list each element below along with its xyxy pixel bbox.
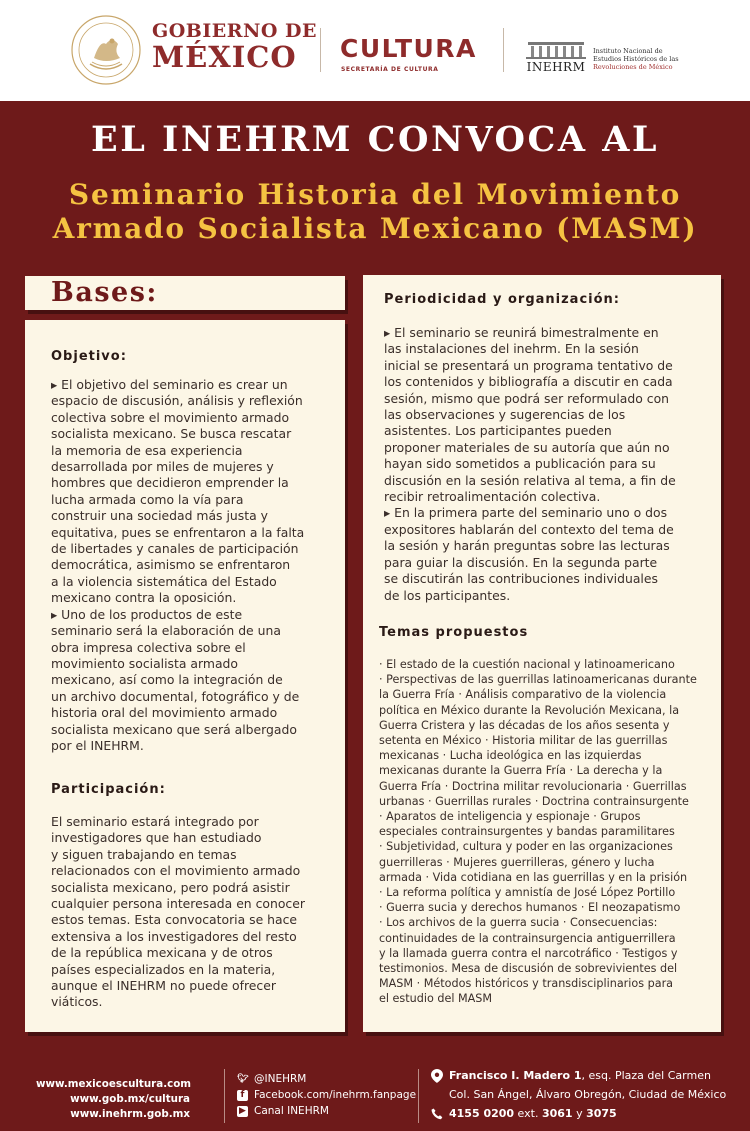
text-line: obra impresa colectiva sobre el (51, 639, 246, 655)
text-line: mexicano contra la oposición. (51, 590, 237, 606)
gobierno-line2: MÉXICO (152, 40, 297, 74)
text-line: democrática, asimismo se enfrentaron (51, 557, 291, 573)
inehrm-logo (524, 40, 588, 74)
text-line: Guerra Fría · Doctrina militar revolucionaria · Guerrillas (379, 779, 687, 793)
text-line: colectiva sobre el movimiento armado (51, 409, 290, 425)
text-line: movimiento socialista armado (51, 655, 238, 671)
phone-ext: 3061 (541, 1107, 573, 1120)
gobierno-line1: GOBIERNO DE (152, 20, 317, 42)
text-line: Guerra Cristera y las décadas de los años sesenta y (379, 718, 670, 732)
phone-ext-label: ext. (514, 1107, 542, 1120)
text-line: discusión en la sesión relativa al tema, a fin de (384, 472, 676, 488)
text-line: la memoria de esa experiencia (51, 442, 243, 458)
phone-icon (431, 1108, 443, 1120)
text-line: historia oral del movimiento armado (51, 705, 278, 721)
periodicidad-text (384, 325, 676, 604)
phone-number[interactable] (449, 1104, 617, 1123)
page-title: EL INEHRM CONVOCA AL (91, 119, 659, 160)
text-line: de los participantes. (384, 587, 511, 603)
text-line: proponer materiales de su autoría que aún no (384, 439, 670, 455)
gobierno-logo (152, 22, 317, 72)
text-line: · La reforma política y amnistía de José López Portillo (379, 886, 676, 900)
mexican-seal-icon (70, 14, 142, 86)
text-line: el estudio del MASM (379, 992, 493, 1006)
youtube-channel: Canal INEHRM (254, 1105, 329, 1117)
text-line: mexicanas · Lucha ideológica en las izquierdas (379, 749, 642, 763)
seminar-title (0, 178, 750, 246)
text-line: la Guerra Fría · Análisis comparativo de la violencia (379, 688, 667, 702)
right-panel (363, 275, 721, 1032)
text-line: · Subjetividad, cultura y poder en las organizaciones (379, 840, 673, 854)
text-line: las observaciones y sugerencias de los (384, 407, 626, 423)
inehrm-line: Instituto Nacional de (593, 47, 663, 55)
twitter-row[interactable] (237, 1071, 416, 1087)
header-divider (320, 28, 321, 72)
text-line: socialista mexicano, pero podrá asistir (51, 879, 290, 895)
text-line: por el INEHRM. (51, 737, 144, 753)
participacion-text (51, 814, 305, 1011)
inehrm-line: Revoluciones de México (593, 63, 673, 71)
text-line: aunque el INEHRM no puede ofrecer (51, 978, 276, 994)
text-line: ▸ Uno de los productos de este (51, 606, 243, 622)
text-line: de libertades y canales de participación (51, 541, 299, 557)
text-line: expositores hablarán del contexto del tema de (384, 521, 674, 537)
website-link[interactable]: www.gob.mx/cultura (70, 1093, 190, 1105)
text-line: hayan sido sometidos a publicación para su (384, 456, 656, 472)
text-line: ▸ El seminario se reunirá bimestralmente en (384, 325, 659, 340)
text-line: mexicano, así como la integración de (51, 672, 283, 688)
website-link[interactable]: www.inehrm.gob.mx (70, 1108, 190, 1120)
facebook-link: Facebook.com/inehrm.fanpage (254, 1089, 417, 1101)
text-line: · Guerra sucia y derechos humanos · El neozapatismo (379, 901, 681, 915)
text-line: setenta en México · Historia militar de las guerrillas (379, 734, 668, 748)
text-line: · El estado de la cuestión nacional y latinoamericano (379, 658, 675, 671)
text-line: cualquier persona interesada en conocer (51, 896, 305, 912)
footer-websites (36, 1077, 190, 1122)
text-line: espacio de discusión, análisis y reflexión (51, 393, 303, 409)
text-line: socialista mexicano. Se busca rescatar (51, 426, 292, 442)
map-pin-icon (431, 1069, 443, 1083)
inehrm-wordmark: INEHRM (526, 60, 586, 74)
text-line: continuidades de la contrainsurgencia antiguerrillera (379, 931, 676, 945)
text-line: inicial se presentará un programa tentativo de (384, 357, 673, 373)
text-line: asistentes. Los participantes pueden (384, 423, 612, 439)
seminar-title-line: Seminario Historia del Movimiento (68, 178, 682, 211)
facebook-icon: f (237, 1090, 248, 1101)
text-line: testimonios. Mesa de discusión de sobrevivientes del (379, 962, 678, 976)
text-line: equitativa, pues se enfrentaron a la falta (51, 524, 305, 540)
phone-ext: 3075 (586, 1107, 617, 1120)
phone-y: y (572, 1107, 587, 1120)
text-line: política en México durante la Revolución Mexicana, la (379, 703, 680, 717)
periodicidad-heading: Periodicidad y organización: (384, 292, 620, 307)
text-line: extensiva a los investigadores del resto (51, 928, 297, 944)
text-line: desarrollada por miles de mujeres y (51, 459, 274, 475)
text-line: sesión, mismo que podrá ser reformulado con (384, 390, 670, 406)
building-icon (524, 40, 588, 60)
text-line: armada · Vida cotidiana en las guerrillas y en la prisión (379, 870, 688, 884)
temas-heading: Temas propuestos (379, 625, 529, 640)
text-line: ▸ En la primera parte del seminario uno o dos (384, 505, 668, 521)
header-bar (0, 0, 750, 101)
text-line: viáticos. (51, 994, 103, 1010)
seminar-title-line: Armado Socialista Mexicano (MASM) (52, 212, 698, 245)
text-line: guerrilleras · Mujeres guerrilleras, género y lucha (379, 855, 655, 869)
address-colonia: Col. San Ángel, Álvaro Obregón, Ciudad de México (449, 1088, 727, 1101)
header-divider (503, 28, 504, 72)
inehrm-line: Estudios Históricos de las (593, 55, 679, 63)
left-panel (25, 320, 345, 1032)
text-line: El seminario estará integrado por (51, 814, 259, 829)
address-cross-street: , esq. Plaza del Carmen (581, 1069, 711, 1082)
text-line: especiales contrainsurgentes y bandas paramilitares (379, 825, 675, 839)
inehrm-fullname (593, 47, 679, 71)
objetivo-text (51, 377, 304, 754)
text-line: ▸ El objetivo del seminario es crear un (51, 377, 288, 392)
facebook-row[interactable] (237, 1087, 416, 1103)
text-line: a la violencia sistemática del Estado (51, 573, 277, 589)
text-line: seminario será la elaboración de una (51, 623, 281, 639)
text-line: países especializados en la materia, (51, 961, 276, 977)
website-link[interactable]: www.mexicoescultura.com (36, 1078, 192, 1090)
youtube-icon: ▶ (237, 1106, 248, 1117)
text-line: y siguen trabajando en temas (51, 846, 237, 862)
text-line: urbanas · Guerrillas rurales · Doctrina contrainsurgente (379, 794, 689, 808)
temas-text (379, 657, 697, 1007)
youtube-row[interactable] (237, 1103, 416, 1119)
text-line: investigadores que han estudiado (51, 830, 262, 846)
footer-address (431, 1066, 726, 1123)
text-line: para guiar la discusión. En la segunda parte (384, 554, 658, 570)
text-line: · Aparatos de inteligencia y espionaje · Grupos (379, 810, 641, 824)
text-line: relacionados con el movimiento armado (51, 863, 301, 879)
cultura-subtitle: SECRETARÍA DE CULTURA (341, 66, 439, 73)
footer-social (237, 1071, 416, 1119)
text-line: un archivo documental, fotográfico y de (51, 688, 300, 704)
footer-divider (224, 1069, 225, 1123)
text-line: · Perspectivas de las guerrillas latinoamericanas durante (379, 673, 697, 687)
text-line: se discutirán las contribuciones individuales (384, 571, 658, 587)
participacion-heading: Participación: (51, 782, 166, 797)
phone-main: 4155 0200 (449, 1107, 515, 1120)
twitter-handle: @INEHRM (254, 1073, 307, 1085)
text-line: socialista mexicano que será albergado (51, 721, 297, 737)
text-line: lucha armada como la vía para (51, 491, 244, 507)
bases-heading: Bases: (51, 277, 158, 308)
text-line: MASM · Métodos históricos y transdisciplinarios para (379, 977, 674, 991)
twitter-icon: 🐦︎ (237, 1073, 249, 1084)
footer-divider (418, 1069, 419, 1123)
text-line: mexicanas durante la Guerra Fría · La derecha y la (379, 764, 663, 778)
text-line: la sesión y harán preguntas sobre las lecturas (384, 538, 670, 554)
text-line: recibir retroalimentación colectiva. (384, 489, 601, 505)
text-line: construir una sociedad más justa y (51, 508, 268, 524)
text-line: los contenidos y bibliografía a discutir en cada (384, 374, 673, 390)
footer (0, 1057, 750, 1131)
text-line: · Los archivos de la guerra sucia · Consecuencias: (379, 916, 658, 930)
text-line: y la llamada guerra contra el narcotráfico · Testigos y (379, 946, 678, 960)
cultura-logo: CULTURA (340, 34, 477, 63)
text-line: las instalaciones del inehrm. En la sesión (384, 341, 639, 357)
objetivo-heading: Objetivo: (51, 349, 127, 364)
text-line: hombres que decidieron emprender la (51, 475, 289, 491)
address-street: Francisco I. Madero 1 (449, 1069, 582, 1082)
text-line: de la república mexicana y de otros (51, 945, 273, 961)
bases-tab (25, 276, 345, 310)
text-line: estos temas. Esta convocatoria se hace (51, 912, 298, 928)
